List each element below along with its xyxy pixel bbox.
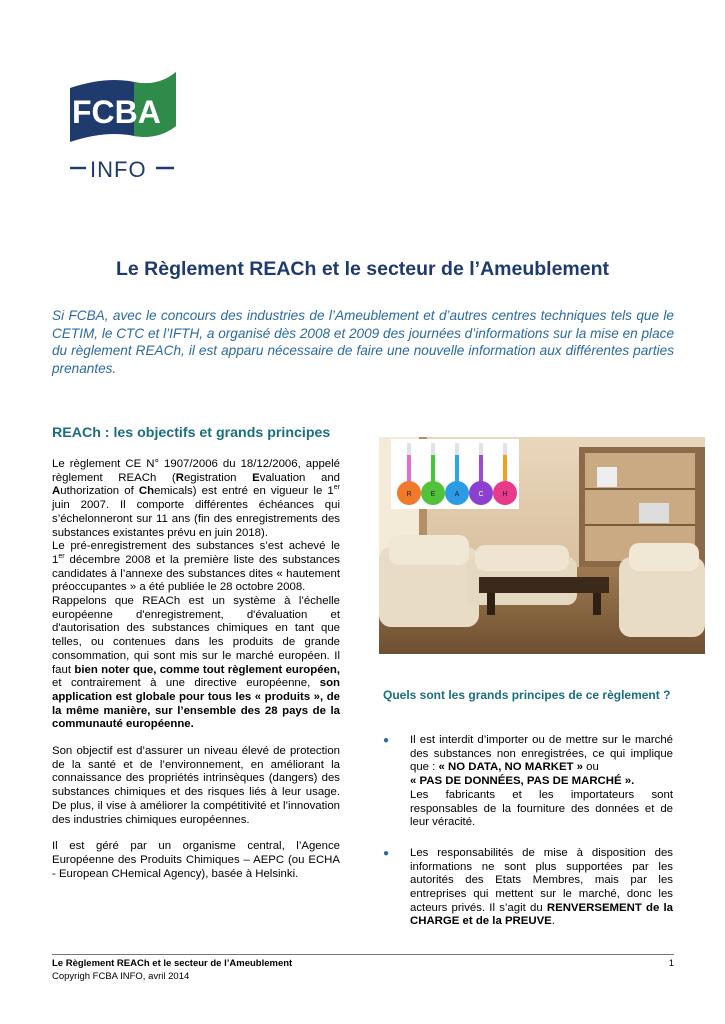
page-title: Le Règlement REACh et le secteur de l’Ameublement xyxy=(115,258,610,280)
paragraph-reglement: Le règlement CE N° 1907/2006 du 18/12/2006, appelé règlement REACh (Registration Evaluation and Authorization of Chemicals) est entré en vigueur le 1er juin 2007. Il comporte différentes échéances qui s’échelonneront sur 11 ans (fin des enregistrements des substances existantes prévu en juin 2018). xyxy=(52,458,341,539)
logo-info-text: INFO xyxy=(90,157,147,182)
logo-brand-text: FCBA xyxy=(72,94,161,130)
left-column xyxy=(52,458,340,881)
flask-label: H xyxy=(502,491,508,498)
footer-title: Le Règlement REACh et le secteur de l’Ameublement xyxy=(52,958,293,969)
right-section-heading: Quels sont les grands principes de ce règlement ? xyxy=(383,688,671,702)
intro-paragraph xyxy=(52,307,674,377)
flask-label: C xyxy=(478,491,484,498)
page-number: 1 xyxy=(668,958,674,969)
paragraph-gestion: Il est géré par un organisme central, l’Agence Européenne des Produits Chimiques – AEPC (ou ECHA - European CHemical Agency), basée à Helsinki. xyxy=(52,840,340,880)
principles-list xyxy=(383,734,673,929)
fcba-info-logo xyxy=(66,68,178,186)
intro-text: Si FCBA, avec le concours des industries de l’Ameublement et d’autres centres techniques tels que le CETIM, le CTC et l’IFTH, a organisé dès 2008 et 2009 des journées d’informations sur la mise en place du règlement REACh, il est apparu nécessaire de faire une nouvelle information aux différentes parties prenantes. xyxy=(52,308,674,376)
fcba-logo-flag xyxy=(66,68,178,146)
bullet-icon: ● xyxy=(383,735,390,746)
paragraph-rappelons: Rappelons que REACh est un système à l’échelle européenne d'enregistrement, d'évaluation et d'autorisation des substances chimiques en tant que telles, ou contenues dans les produits de grande consommation, qui sont mis sur le marché européen. Il faut bien noter que, comme tout règlement européen, et contrairement à une directive européenne, son application est globale pour tous les « produits », de la même manière, sur l’ensemble des 28 pays de la communauté européenne. xyxy=(52,595,340,731)
list-item: ● Il est interdit d’importer ou de mettre sur le marché des substances non enregistrées, ce qui implique que : « NO DATA, NO MARKET » ou « PAS DE DONNÉES, PAS DE MARCHÉ ». Les fabricants et les importateurs sont responsables de la fourniture des données et de leur véracité. xyxy=(383,734,673,829)
flask-label: A xyxy=(454,491,460,498)
flask-label: R xyxy=(406,491,412,498)
bullet-icon: ● xyxy=(383,847,390,859)
living-room-photo xyxy=(379,437,705,654)
paragraph-pre-enregistrement: Le pré-enregistrement des substances s’est achevé le 1er décembre 2008 et la première liste des substances candidates à l’annexe des substances dites « hautement préoccupantes » a été publiée le 28 octobre 2008. xyxy=(52,540,340,594)
paragraph-objectif: Son objectif est d’assurer un niveau élevé de protection de la santé et de l’environnement, en améliorant la connaissance des propriétés intrinsèques (dangers) des substances chimiques et des risques liés à leur usage. De plus, il vise à améliorer la compétitivité et l’innovation des industries chimiques européennes. xyxy=(52,745,340,826)
flask-label: E xyxy=(430,491,436,498)
list-item: ● Les responsabilités de mise à disposition des informations ne sont plus supportées par les autorités des Etats Membres, mais par les entreprises qui mettent sur le marché, donc les acteurs privés. Il s’agit du RENVERSEMENT de la CHARGE et de la PREUVE. xyxy=(383,846,674,928)
footer-copyright: Copyrigh FCBA INFO, avril 2014 xyxy=(52,971,190,982)
logo-info-mark xyxy=(66,156,178,182)
left-section-heading: REACh : les objectifs et grands principes xyxy=(52,425,331,441)
footer-divider xyxy=(52,954,674,955)
